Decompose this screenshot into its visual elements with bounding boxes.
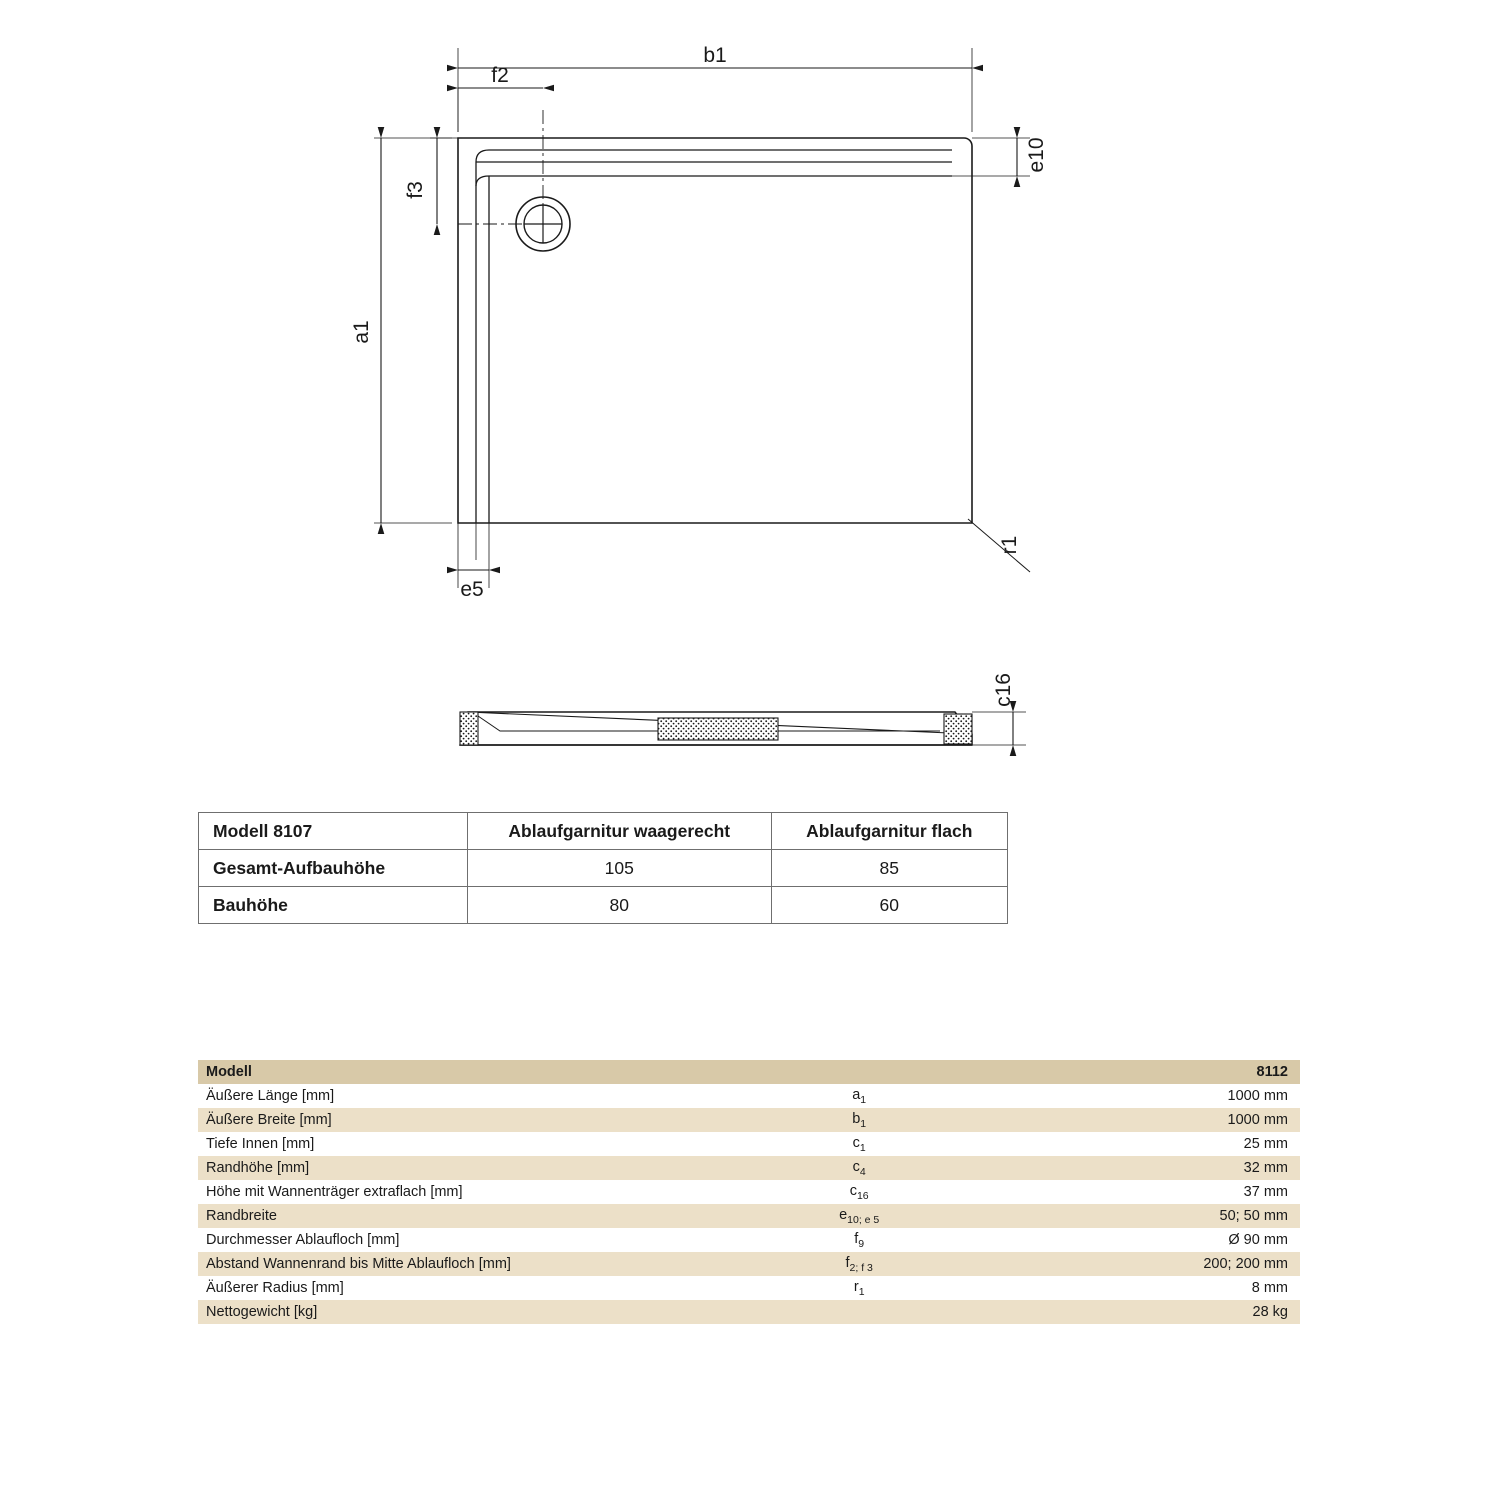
dimension-label-f3: f3 [404, 181, 427, 199]
model-table [198, 812, 1008, 924]
spec-row-value: 1000 mm [1024, 1108, 1300, 1132]
dimension-label-e10: e10 [1025, 137, 1048, 173]
model-table-col2-header: Ablaufgarnitur flach [771, 813, 1007, 850]
spec-row-name: Höhe mit Wannenträger extraflach [mm] [198, 1180, 694, 1204]
spec-row-value: 8 mm [1024, 1276, 1300, 1300]
spec-row-symbol: $c_{16}$ [694, 1180, 1025, 1204]
spec-row-name: Äußerer Radius [mm] [198, 1276, 694, 1300]
table-row [198, 1300, 1300, 1324]
spec-row-name: Randhöhe [mm] [198, 1156, 694, 1180]
spec-row-value: 50; 50 mm [1024, 1204, 1300, 1228]
row-label-bauhoehe: Bauhöhe [199, 887, 468, 924]
spec-row-value: 32 mm [1024, 1156, 1300, 1180]
table-row [199, 887, 1008, 924]
dimension-label-r1: r1 [998, 535, 1021, 555]
table-row [198, 1204, 1300, 1228]
spec-row-symbol [694, 1300, 1025, 1324]
table-row [199, 813, 1008, 850]
dimension-label-b1: b1 [703, 44, 727, 67]
specification-table [198, 1060, 1300, 1324]
dimension-label-c16: c16 [992, 673, 1015, 707]
tray-outer-outline [458, 138, 972, 523]
spec-row-symbol: $r_1$ [694, 1276, 1025, 1300]
spec-row-name: Randbreite [198, 1204, 694, 1228]
table-row [198, 1228, 1300, 1252]
spec-header-value: 8112 [1024, 1060, 1300, 1084]
spec-row-symbol: $a_1$ [694, 1084, 1025, 1108]
row-value-bauhoehe-flach: 60 [771, 887, 1007, 924]
spec-row-name: Abstand Wannenrand bis Mitte Ablaufloch [mm] [198, 1252, 694, 1276]
dimension-label-e5: e5 [460, 578, 484, 601]
table-row [199, 850, 1008, 887]
spec-row-symbol: $c_1$ [694, 1132, 1025, 1156]
spec-row-name: Äußere Breite [mm] [198, 1108, 694, 1132]
table-row [198, 1156, 1300, 1180]
table-row [198, 1108, 1300, 1132]
table-row [198, 1132, 1300, 1156]
spec-row-name: Äußere Länge [mm] [198, 1084, 694, 1108]
spec-row-value: 25 mm [1024, 1132, 1300, 1156]
spec-header-symbol [694, 1060, 1025, 1084]
spec-row-symbol: $e_{10; e 5}$ [694, 1204, 1025, 1228]
spec-row-symbol: $f_9$ [694, 1228, 1025, 1252]
model-table-col1-header: Ablaufgarnitur waagerecht [468, 813, 772, 850]
dimension-label-a1: a1 [350, 320, 373, 344]
spec-row-symbol: $f_{2; f 3}$ [694, 1252, 1025, 1276]
spec-row-symbol: $c_4$ [694, 1156, 1025, 1180]
spec-row-name: Nettogewicht [kg] [198, 1300, 694, 1324]
spec-row-name: Durchmesser Ablaufloch [mm] [198, 1228, 694, 1252]
spec-row-value: 37 mm [1024, 1180, 1300, 1204]
model-table-title: Modell 8107 [199, 813, 468, 850]
spec-row-value: 1000 mm [1024, 1084, 1300, 1108]
row-value-bauhoehe-waagerecht: 80 [468, 887, 772, 924]
table-row [198, 1276, 1300, 1300]
table-row [198, 1180, 1300, 1204]
table-row [198, 1084, 1300, 1108]
spec-row-symbol: $b_1$ [694, 1108, 1025, 1132]
spec-row-value: Ø 90 mm [1024, 1228, 1300, 1252]
row-value-gesamt-aufbauhoehe-waagerecht: 105 [468, 850, 772, 887]
spec-row-value: 28 kg [1024, 1300, 1300, 1324]
spec-header-name: Modell [198, 1060, 694, 1084]
spec-table-header [198, 1060, 1300, 1084]
spec-row-name: Tiefe Innen [mm] [198, 1132, 694, 1156]
table-row [198, 1252, 1300, 1276]
row-label-gesamt-aufbauhoehe: Gesamt-Aufbauhöhe [199, 850, 468, 887]
dimension-label-f2: f2 [491, 64, 509, 87]
row-value-gesamt-aufbauhoehe-flach: 85 [771, 850, 1007, 887]
spec-row-value: 200; 200 mm [1024, 1252, 1300, 1276]
